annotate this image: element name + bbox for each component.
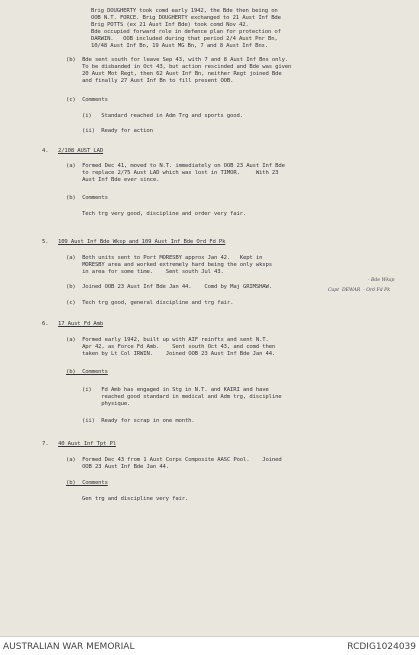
s5-para-b: (b) Joined OOB 23 Aust Inf Bde Jan 44. Comd by Maj GRIMSHAW. bbox=[66, 284, 272, 290]
s7-para-a-line: (a) Formed Dec 43 from 1 Aust Corps Composite AASC Pool. Joined bbox=[66, 457, 282, 463]
s5-para-a-line: in area for some time. Sent south Jul 43. bbox=[66, 269, 224, 275]
footer-bar bbox=[0, 636, 419, 655]
s5-para-c: (c) Tech trg good, general discipline and trg fair. bbox=[66, 300, 234, 306]
intro-line: DARWIN. OOB included during that period 2/4 Aust Pnr Bn, bbox=[91, 36, 278, 42]
s6-comment-i-line: (i) Fd Amb has engaged in Stg in N.T. and KAIRI and have bbox=[82, 387, 269, 393]
s6-para-b-heading: (b) Comments bbox=[66, 369, 108, 375]
s7-comment: Gen trg and discipline very fair. bbox=[82, 496, 189, 502]
s4-para-a-line: Aust Inf Bde ever since. bbox=[66, 177, 160, 183]
intro-line: Brig DOUGHERTY took comd early 1942, the Bde then being on bbox=[91, 8, 278, 14]
s5-para-a-line: (a) Both units sent to Port MORESBY approx Jan 42. Kept in bbox=[66, 255, 263, 261]
section-title: 40 Aust Inf Tpt Pl bbox=[58, 441, 116, 447]
para-b-line: 20 Aust Mot Regt, then 62 Aust Inf Bn, neither Regt joined Bde bbox=[66, 71, 282, 77]
s7-para-b-heading: (b) Comments bbox=[66, 480, 108, 486]
s4-para-a-line: to replace 2/75 Aust LAD which was lost in TIMOR. With 23 bbox=[66, 170, 279, 176]
footer-record-id: RCDIG1024039 bbox=[347, 642, 416, 652]
s4-para-b-heading: (b) Comments bbox=[66, 195, 108, 201]
handwritten-note: Capt DEWAR - Ord Fd Pk bbox=[328, 288, 391, 293]
s6-para-a-line: taken by Lt Col IRWIN. Joined OOB 23 Aust Inf Bde Jan 44. bbox=[66, 351, 276, 357]
para-c-heading: (c) Comments bbox=[66, 97, 108, 103]
s6-comment-i-line: reached good standard in medical and Adm trg, discipline bbox=[82, 394, 282, 400]
s6-comment-ii: (ii) Ready for scrap in one month. bbox=[82, 418, 195, 424]
s4-comment: Tech trg very good, discipline and order very fair. bbox=[82, 211, 247, 217]
intro-line: 10/48 Aust Inf Bn, 19 Aust MG Bn, 7 and 8 Aust Inf Bns. bbox=[91, 43, 268, 49]
para-b-line: and finally 27 Aust Inf Bn to fill present OOB. bbox=[66, 78, 234, 84]
para-b-line: (b) Bde sent south for leave Sep 43, with 7 and 8 Aust Inf Bns only. bbox=[66, 57, 289, 63]
intro-line: OOB N.T. FORCE. Brig DOUGHERTY exchanged to 21 Aust Inf Bde bbox=[91, 15, 281, 21]
section-number: 7. bbox=[42, 441, 49, 447]
section-title: 2/108 AUST LAD bbox=[58, 148, 104, 154]
handwritten-note: - Bde Wksp bbox=[368, 278, 395, 283]
section-number: 6. bbox=[42, 321, 49, 327]
section-title: 17 Aust Fd Amb bbox=[58, 321, 104, 327]
s6-para-a-line: Apr 42, as Force Fd Amb. Sent south Oct 43, and comd then bbox=[66, 344, 276, 350]
section-number: 5. bbox=[42, 239, 49, 245]
s5-para-a-line: MORESBY area and worked extremely hard being the only wksps bbox=[66, 262, 272, 268]
para-b-line: To be disbanded in Oct 43, but action rescinded and Bde was given bbox=[66, 64, 292, 70]
s6-para-a-line: (a) Formed early 1942, built up with AIF reinfts and sent N.T. bbox=[66, 337, 269, 343]
intro-line: Brig POTTS (ex 21 Aust Inf Bde) took comd Nov 42. bbox=[91, 22, 249, 28]
s4-para-a-line: (a) Formed Dec 41, moved to N.T. immediately on OOB 23 Aust Inf Bde bbox=[66, 163, 285, 169]
s7-para-a-line: OOB 23 Aust Inf Bde Jan 44. bbox=[66, 464, 169, 470]
s6-comment-i-line: physique. bbox=[82, 401, 131, 407]
comment-i: (i) Standard reached in Adm Trg and sports good. bbox=[82, 113, 243, 119]
section-number: 4. bbox=[42, 148, 49, 154]
footer-source: AUSTRALIAN WAR MEMORIAL bbox=[3, 642, 135, 652]
section-title: 109 Aust Inf Bde Wksp and 109 Aust Inf Bde Ord Fd Pk bbox=[58, 239, 226, 245]
comment-ii: (ii) Ready for action bbox=[82, 128, 153, 134]
intro-line: Bde occupied forward role in defence plan for protection of bbox=[91, 29, 281, 35]
